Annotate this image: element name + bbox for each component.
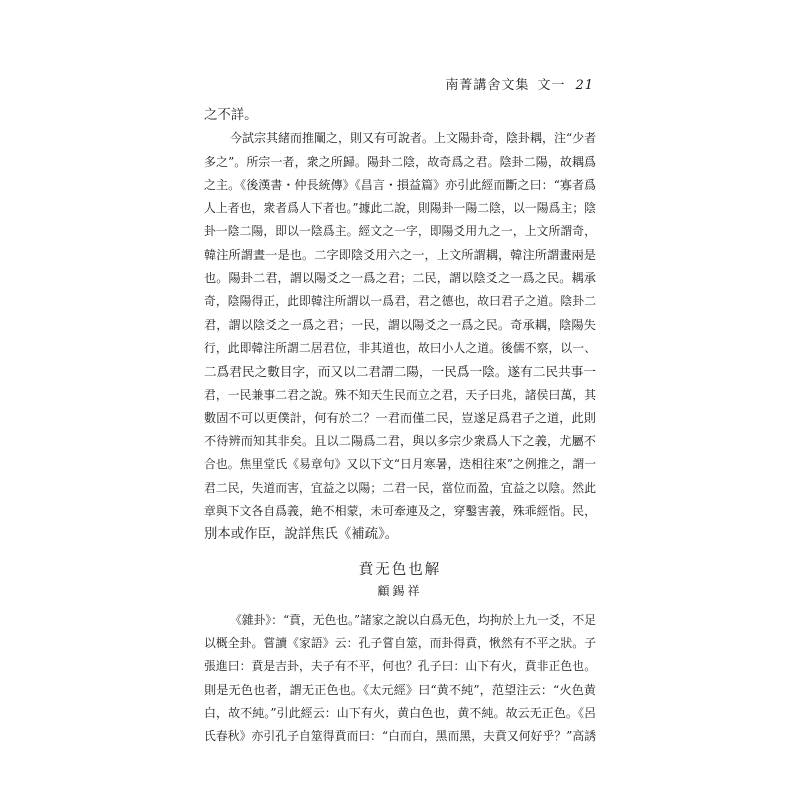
- text-line: 也。陽卦二君，謂以陽爻之一爲之君；二民，謂以陰爻之一爲之民。耦承: [204, 271, 596, 286]
- text-line: 君二民，失道而害，宜益之以陽；二君一民，當位而盈，宜益之以陰。然此: [204, 480, 596, 495]
- text-line: 白，故不純。”引此經云：山下有火，黄白色也，黄不純。故云无正色。《呂: [204, 705, 596, 720]
- page-body: [204, 104, 596, 748]
- text-line: 二爲君民之數目字，而又以二君謂二陽，一民爲一陰。遂有二民共事一: [204, 364, 596, 380]
- text-line: 君，謂以陰爻之一爲之君；一民，謂以陽爻之一爲之民。奇承耦，陰陽失: [204, 317, 596, 332]
- essay-author: 顧錫祥: [377, 583, 423, 598]
- text-line: 章與下文各自爲義，絶不相蒙，未可牽連及之，穿鑿害義，殊乖經恉。民，: [204, 504, 596, 519]
- text-line: 不待辨而知其非矣。且以二陽爲二君，與以多宗少衆爲人下之義，尤屬不: [204, 434, 596, 449]
- text-line: 以概全卦。嘗讀《家語》云：孔子嘗自筮，而卦得賁，愀然有不平之狀。子: [204, 635, 596, 650]
- section-label: 文一: [537, 78, 566, 93]
- essay-title: 賁无色也解: [358, 561, 442, 578]
- essay-2-text: [204, 609, 596, 749]
- text-line: 別本或作臣，說詳焦氏《補疏》。: [204, 527, 399, 543]
- text-line: 《雜卦》：“賁，无色也。”諸家之說以白爲无色，均拘於上九一爻，不足: [230, 612, 596, 627]
- text-line: 之不詳。: [204, 108, 258, 123]
- page-number: 21: [575, 78, 594, 93]
- text-line: 韓注所謂晝一是也。二字即陰爻用六之一，上文所謂耦，韓注所謂畫兩是: [204, 247, 596, 262]
- text-line: 張進曰：賁是吉卦，夫子有不平，何也？孔子曰：山下有火，賁非正色也。: [204, 659, 596, 674]
- text-line: 行，此即韓注所謂二居君位，非其道也，故曰小人之道。後儒不察，以一、: [204, 340, 596, 355]
- text-line: 則是无色也者，謂无正色也。《太元經》曰“黄不純”，范望注云：“火色黄: [204, 682, 596, 697]
- text-line: 君，一民兼事二君之說。殊不知天生民而立之君，天子曰兆，諸侯曰萬，其: [204, 387, 596, 402]
- text-line: 合也。焦里堂氏《易章句》又以下文“日月寒暑，迭相往來”之例推之，謂一: [204, 457, 596, 472]
- text-line: 奇，陰陽得正，此即韓注所謂以一爲君，君之德也，故曰君子之道。陰卦二: [204, 294, 596, 309]
- text-line: 人上者也，衆者爲人下者也。”據此二說，則陽卦一陽二陰，以一陽爲主；陰: [204, 201, 596, 216]
- book-title: 南菁講舍文集: [445, 78, 530, 93]
- text-line: 之主。《後漢書・仲長統傳》《昌言・損益篇》亦引此經而斷之曰：“寡者爲: [204, 177, 596, 192]
- text-line: 數固不可以更僕計，何有於二？一君而僅二民，豈遂足爲君子之道，此則: [204, 410, 596, 425]
- running-header: [445, 74, 594, 93]
- text-line: 今試宗其緒而推闡之，則又有可說者。上文陽卦奇，陰卦耦，注“少者: [230, 131, 597, 146]
- text-line: 多之”。所宗一者，衆之所歸。陽卦二陰，故奇爲之君。陰卦二陽，故耦爲: [204, 154, 596, 169]
- essay-1-text: [204, 104, 596, 547]
- text-line: 氏春秋》亦引孔子自筮得賁而曰：“白而白，黑而黑，夫賁又何好乎？”高誘: [204, 729, 596, 744]
- text-line: 卦一陰二陽，即以一陰爲主。經文之一字，即陽爻用九之一，上文所謂奇，: [204, 224, 596, 239]
